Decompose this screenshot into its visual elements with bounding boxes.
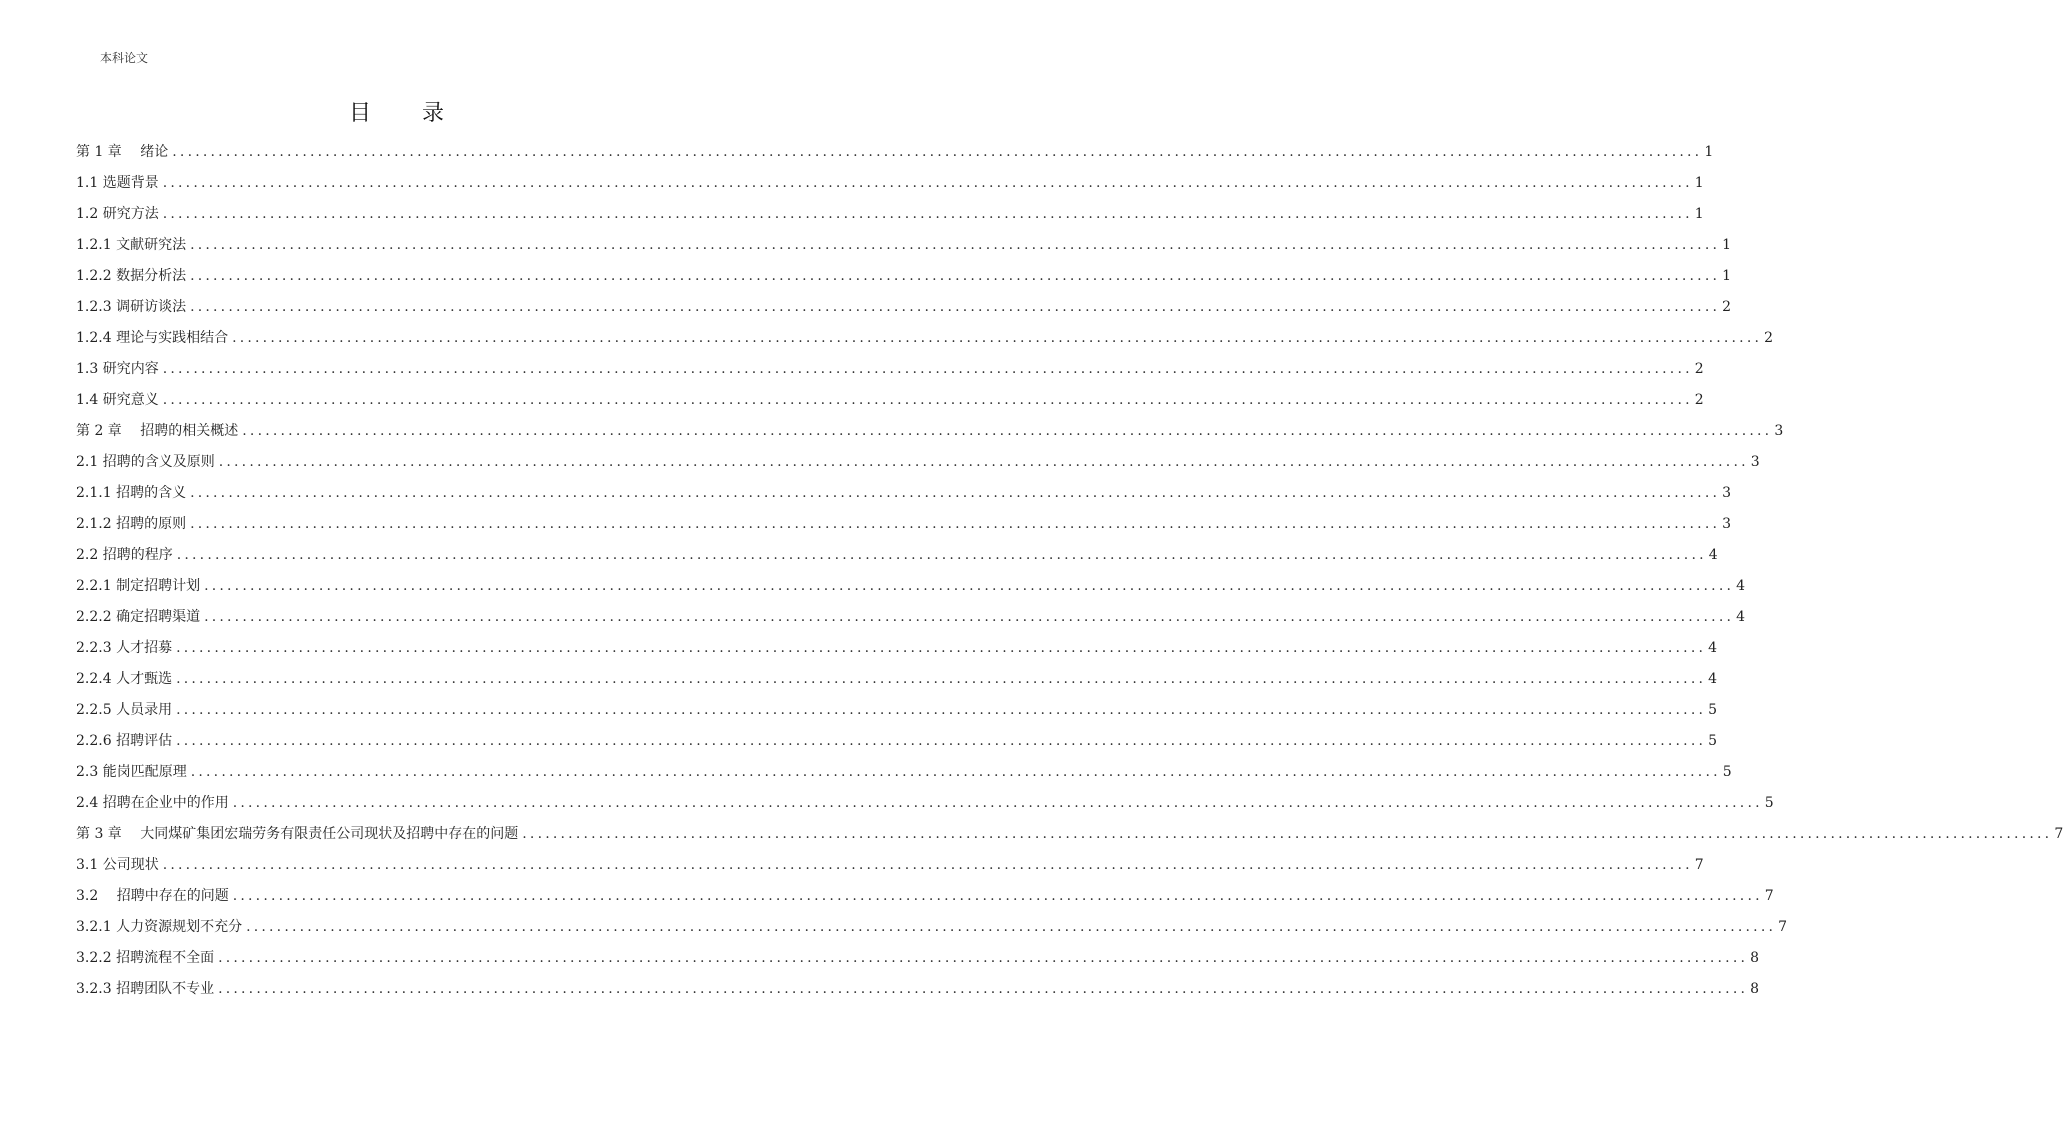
toc-entry[interactable] xyxy=(76,543,1718,574)
toc-entry[interactable] xyxy=(76,419,1784,450)
toc-entry[interactable] xyxy=(76,512,1732,543)
toc-entry[interactable] xyxy=(76,822,2063,853)
toc-entry-page-number: 5 xyxy=(1708,702,1718,718)
toc-entry-page-number: 2 xyxy=(1722,299,1732,315)
toc-entry[interactable] xyxy=(76,636,1718,667)
dot-leader: ........................................................................................................................................................................................................ xyxy=(162,175,1693,191)
dot-leader: ........................................................................................................................................................................................................ xyxy=(246,919,1777,935)
toc-entry-page-number: 7 xyxy=(2054,826,2063,842)
dot-leader: ........................................................................................................................................................................................................ xyxy=(190,299,1721,315)
toc-entry-page-number: 8 xyxy=(1750,950,1760,966)
toc-entry[interactable] xyxy=(76,481,1732,512)
toc-entry[interactable] xyxy=(76,295,1732,326)
toc-entry-label: 1.2.1 文献研究法 xyxy=(76,237,187,253)
dot-leader: ........................................................................................................................................................................................................ xyxy=(204,609,1735,625)
toc-entry-label: 3.2.1 人力资源规划不充分 xyxy=(76,919,243,935)
toc-entry-page-number: 3 xyxy=(1750,454,1760,470)
dot-leader: ........................................................................................................................................................................................................ xyxy=(162,857,1693,873)
toc-entry-page-number: 4 xyxy=(1708,671,1718,687)
table-of-contents xyxy=(76,140,2063,1008)
toc-entry-page-number: 2 xyxy=(1694,361,1704,377)
toc-entry-label: 3.2 招聘中存在的问题 xyxy=(76,888,229,904)
toc-entry-label: 1.2.3 调研访谈法 xyxy=(76,299,187,315)
toc-entry-label: 3.2.3 招聘团队不专业 xyxy=(76,981,215,997)
toc-entry-label: 第 1 章 绪论 xyxy=(76,144,169,160)
toc-entry-page-number: 5 xyxy=(1764,795,1774,811)
dot-leader: ........................................................................................................................................................................................................ xyxy=(522,826,2053,842)
dot-leader: ........................................................................................................................................................................................................ xyxy=(190,764,1721,780)
toc-entry[interactable] xyxy=(76,915,1788,946)
toc-entry-label: 2.1.2 招聘的原则 xyxy=(76,516,187,532)
toc-entry[interactable] xyxy=(76,388,1704,419)
dot-leader: ........................................................................................................................................................................................................ xyxy=(232,888,1763,904)
toc-entry[interactable] xyxy=(76,233,1732,264)
dot-leader: ........................................................................................................................................................................................................ xyxy=(218,981,1749,997)
toc-entry-page-number: 1 xyxy=(1722,268,1732,284)
dot-leader: ........................................................................................................................................................................................................ xyxy=(162,361,1693,377)
toc-entry-label: 第 3 章 大同煤矿集团宏瑞劳务有限责任公司现状及招聘中存在的问题 xyxy=(76,826,519,842)
toc-entry-label: 2.4 招聘在企业中的作用 xyxy=(76,795,229,811)
toc-entry-label: 第 2 章 招聘的相关概述 xyxy=(76,423,239,439)
toc-entry[interactable] xyxy=(76,667,1718,698)
toc-entry-label: 2.2.6 招聘评估 xyxy=(76,733,173,749)
toc-entry-page-number: 3 xyxy=(1722,516,1732,532)
toc-entry-page-number: 2 xyxy=(1764,330,1774,346)
dot-leader: ........................................................................................................................................................................................................ xyxy=(218,950,1749,966)
toc-entry-label: 3.2.2 招聘流程不全面 xyxy=(76,950,215,966)
toc-entry-label: 2.3 能岗匹配原理 xyxy=(76,764,187,780)
toc-entry-label: 1.2.4 理论与实践相结合 xyxy=(76,330,229,346)
toc-entry-label: 1.2.2 数据分析法 xyxy=(76,268,187,284)
dot-leader: ........................................................................................................................................................................................................ xyxy=(232,795,1763,811)
toc-entry-page-number: 4 xyxy=(1736,578,1746,594)
toc-entry-label: 2.2 招聘的程序 xyxy=(76,547,173,563)
toc-entry[interactable] xyxy=(76,853,1704,884)
toc-entry[interactable] xyxy=(76,574,1746,605)
toc-entry[interactable] xyxy=(76,884,1774,915)
toc-entry-label: 1.3 研究内容 xyxy=(76,361,159,377)
dot-leader: ........................................................................................................................................................................................................ xyxy=(242,423,1773,439)
toc-entry-page-number: 5 xyxy=(1708,733,1718,749)
toc-entry-page-number: 4 xyxy=(1708,547,1718,563)
toc-entry-page-number: 7 xyxy=(1764,888,1774,904)
toc-entry-page-number: 1 xyxy=(1694,175,1704,191)
running-header: 本科论文 xyxy=(100,51,149,65)
toc-entry-page-number: 4 xyxy=(1736,609,1746,625)
dot-leader: ........................................................................................................................................................................................................ xyxy=(176,702,1707,718)
toc-entry-page-number: 7 xyxy=(1694,857,1704,873)
toc-entry[interactable] xyxy=(76,171,1704,202)
toc-entry-page-number: 1 xyxy=(1694,206,1704,222)
toc-entry-page-number: 1 xyxy=(1704,144,1714,160)
toc-entry[interactable] xyxy=(76,977,1760,1008)
toc-entry[interactable] xyxy=(76,202,1704,233)
toc-entry-page-number: 8 xyxy=(1750,981,1760,997)
toc-entry-label: 2.2.3 人才招募 xyxy=(76,640,173,656)
dot-leader: ........................................................................................................................................................................................................ xyxy=(176,547,1707,563)
toc-entry[interactable] xyxy=(76,760,1732,791)
toc-entry[interactable] xyxy=(76,357,1704,388)
toc-entry[interactable] xyxy=(76,698,1718,729)
dot-leader: ........................................................................................................................................................................................................ xyxy=(190,516,1721,532)
toc-entry-label: 1.1 选题背景 xyxy=(76,175,159,191)
dot-leader: ........................................................................................................................................................................................................ xyxy=(172,144,1703,160)
toc-entry-label: 2.2.1 制定招聘计划 xyxy=(76,578,201,594)
dot-leader: ........................................................................................................................................................................................................ xyxy=(162,392,1693,408)
toc-entry-label: 1.4 研究意义 xyxy=(76,392,159,408)
toc-entry[interactable] xyxy=(76,140,1714,171)
toc-entry[interactable] xyxy=(76,326,1774,357)
toc-entry-label: 2.1.1 招聘的含义 xyxy=(76,485,187,501)
toc-entry[interactable] xyxy=(76,729,1718,760)
toc-entry-label: 2.2.5 人员录用 xyxy=(76,702,173,718)
dot-leader: ........................................................................................................................................................................................................ xyxy=(190,237,1721,253)
dot-leader: ........................................................................................................................................................................................................ xyxy=(176,671,1707,687)
dot-leader: ........................................................................................................................................................................................................ xyxy=(162,206,1693,222)
toc-entry-page-number: 2 xyxy=(1694,392,1704,408)
toc-entry[interactable] xyxy=(76,450,1760,481)
toc-entry-page-number: 5 xyxy=(1722,764,1732,780)
toc-entry[interactable] xyxy=(76,791,1774,822)
dot-leader: ........................................................................................................................................................................................................ xyxy=(176,640,1707,656)
dot-leader: ........................................................................................................................................................................................................ xyxy=(218,454,1749,470)
toc-entry[interactable] xyxy=(76,264,1732,295)
toc-entry-page-number: 3 xyxy=(1722,485,1732,501)
toc-entry-page-number: 1 xyxy=(1722,237,1732,253)
toc-title: 目 录 xyxy=(349,101,466,126)
toc-entry-label: 1.2 研究方法 xyxy=(76,206,159,222)
toc-entry-page-number: 3 xyxy=(1774,423,1784,439)
toc-entry-label: 2.2.4 人才甄选 xyxy=(76,671,173,687)
dot-leader: ........................................................................................................................................................................................................ xyxy=(190,485,1721,501)
toc-entry-page-number: 7 xyxy=(1778,919,1788,935)
toc-entry-label: 3.1 公司现状 xyxy=(76,857,159,873)
dot-leader: ........................................................................................................................................................................................................ xyxy=(176,733,1707,749)
toc-entry-page-number: 4 xyxy=(1708,640,1718,656)
dot-leader: ........................................................................................................................................................................................................ xyxy=(190,268,1721,284)
dot-leader: ........................................................................................................................................................................................................ xyxy=(204,578,1735,594)
dot-leader: ........................................................................................................................................................................................................ xyxy=(232,330,1763,346)
toc-entry[interactable] xyxy=(76,946,1760,977)
toc-entry-label: 2.1 招聘的含义及原则 xyxy=(76,454,215,470)
toc-entry[interactable] xyxy=(76,605,1746,636)
toc-entry-label: 2.2.2 确定招聘渠道 xyxy=(76,609,201,625)
